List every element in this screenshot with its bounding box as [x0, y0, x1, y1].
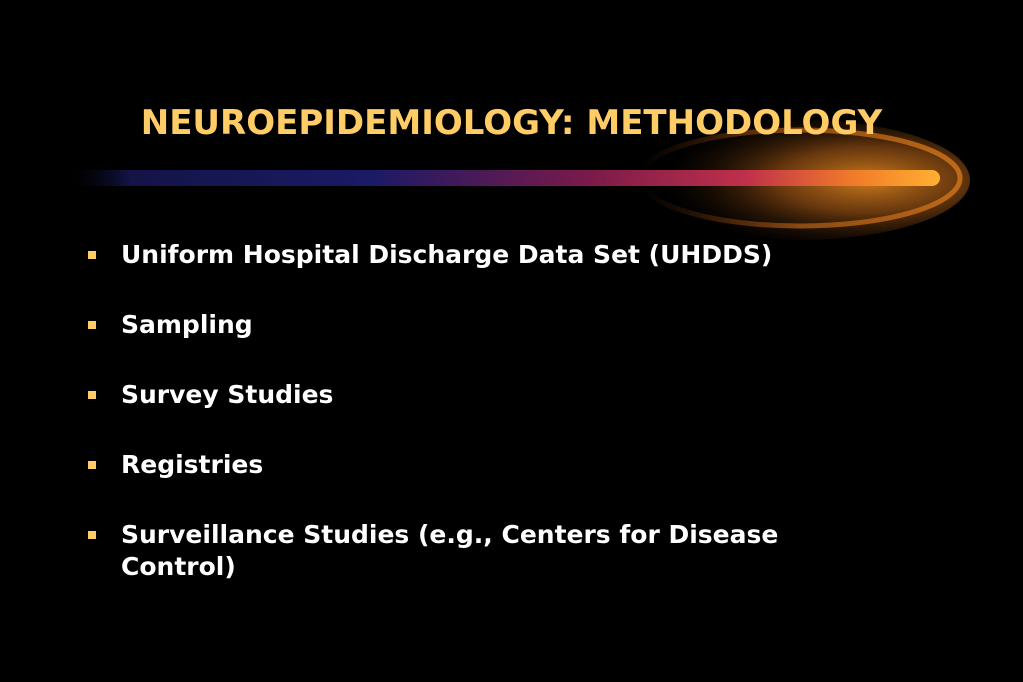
slide-title: NEUROEPIDEMIOLOGY: METHODOLOGY: [140, 103, 883, 143]
square-bullet-icon: [88, 321, 96, 329]
bullet-text: Sampling: [121, 310, 253, 339]
square-bullet-icon: [88, 391, 96, 399]
accent-line: [60, 170, 940, 186]
square-bullet-icon: [88, 251, 96, 259]
square-bullet-icon: [88, 531, 96, 539]
bullet-text: Surveillance Studies (e.g., Centers for Disease Control): [121, 520, 779, 581]
bullet-text: Survey Studies: [121, 380, 334, 409]
bullet-text: Uniform Hospital Discharge Data Set (UHDDS): [121, 240, 773, 269]
bullet-text: Registries: [121, 450, 264, 479]
square-bullet-icon: [88, 461, 96, 469]
